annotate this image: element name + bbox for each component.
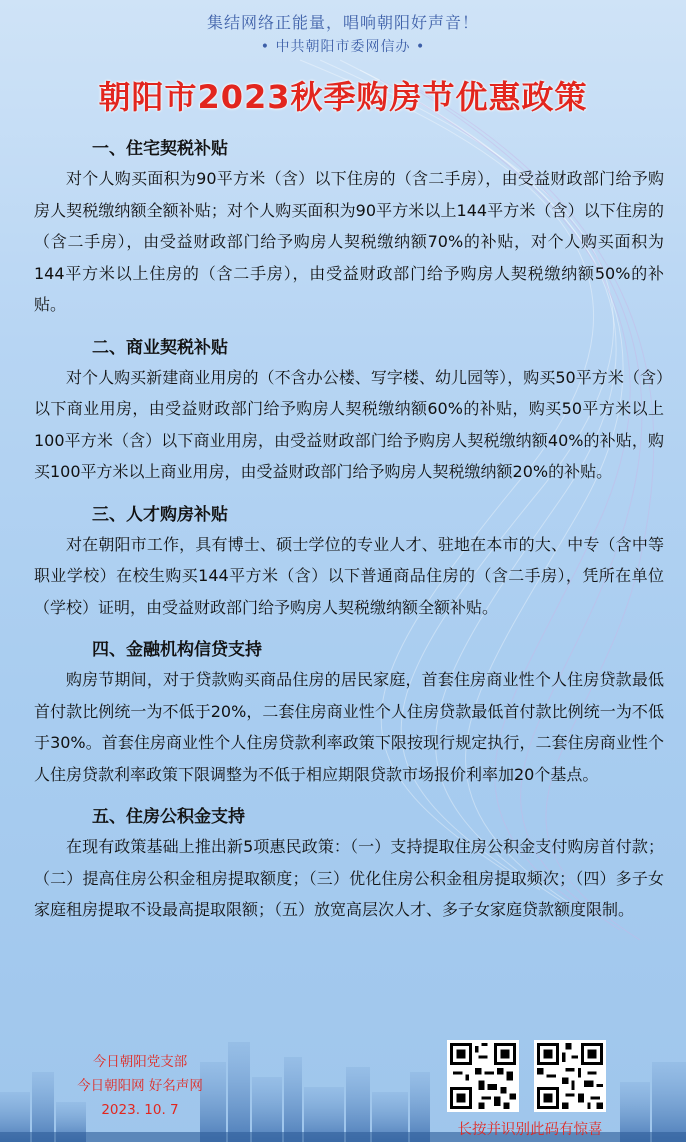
section-heading: 三、人才购房补贴 (92, 504, 228, 525)
section-body: 对在朝阳市工作，具有博士、硕士学位的专业人才、驻地在本市的大、中专（含中等职业学校）在校生购买144平方米（含）以下普通商品住房的（含二手房），凭所在单位（学校）证明，由受益财政部门给予购房人契税缴纳额全额补贴。 (34, 534, 664, 617)
section-body: 对个人购买面积为90平方米（含）以下住房的（含二手房），由受益财政部门给予购房人契税缴纳额全额补贴；对个人购买面积为90平方米以上144平方米（含）以下住房的（含二手房），由受益财政部门给予购房人契税缴纳额70%的补贴，对个人购买面积为144平方米以上住房的（含二手房），由受益财政部门给予购房人契税缴纳额50%的补贴。 (34, 169, 664, 314)
section-heading: 四、金融机构信贷支持 (92, 640, 262, 660)
section-body: 购房节期间，对于贷款购买商品住房的居民家庭，首套住房商业性个人住房贷款最低首付款比例统一为不低于20%，二套住房商业性个人住房贷款最低首付款比例统一为不低于30%。首套住房商业性个人住房贷款利率政策下限按现行规定执行，二套住房商业性个人住房贷款利率政策下限调整为不低于相应期限贷款市场报价利率加20个基点。 (34, 670, 664, 784)
section-body: 对个人购买新建商业用房的（不含办公楼、写字楼、幼儿园等），购买50平方米（含）以下商业用房，由受益财政部门给予购房人契税缴纳额60%的补贴，购买50平方米以上100平方米（含）以下商业用房，由受益财政部门给予购房人契税缴纳额40%的补贴，购买100平方米以上商业用房，由受益财政部门给予购房人契税缴纳额20%的补贴。 (34, 367, 664, 481)
section-heading: 五、住房公积金支持 (92, 807, 245, 827)
qr-code-left[interactable] (447, 1040, 519, 1112)
section-housing-fund (34, 802, 664, 926)
qr-caption: 长按并识别此码有惊喜 (457, 1122, 603, 1138)
section-commercial-deed-tax (34, 333, 664, 488)
qr-code-icon (450, 1043, 516, 1109)
section-credit-support (34, 635, 664, 790)
section-body: 在现有政策基础上推出新5项惠民政策：（一）支持提取住房公积金支付购房首付款；（二）提高住房公积金租房提取额度；（三）优化住房公积金租房提取频次；（四）多子女家庭租房提取不设最高提取限额；（五）放宽高层次人才、多子女家庭贷款额度限制。 (34, 837, 664, 919)
section-heading: 二、商业契税补贴 (92, 337, 228, 358)
footer-source (40, 1050, 240, 1122)
footer-line-2: 今日朝阳网 好名声网 (77, 1078, 203, 1094)
section-housing-deed-tax (34, 134, 664, 321)
footer-line-1: 今日朝阳党支部 (92, 1054, 188, 1070)
qr-code-right[interactable] (534, 1040, 606, 1112)
section-talent-subsidy (34, 500, 664, 624)
qr-code-icon (537, 1043, 603, 1109)
footer-date: 2023. 10. 7 (101, 1102, 179, 1118)
page-title: 朝阳市2023秋季购房节优惠政策 (98, 78, 588, 116)
header-slogan: 集结网络正能量，唱响朝阳好声音！ (206, 13, 479, 32)
header-publisher: • 中共朝阳市委网信办 • (260, 39, 426, 55)
section-heading: 一、住宅契税补贴 (92, 139, 228, 159)
policy-content (34, 128, 664, 938)
